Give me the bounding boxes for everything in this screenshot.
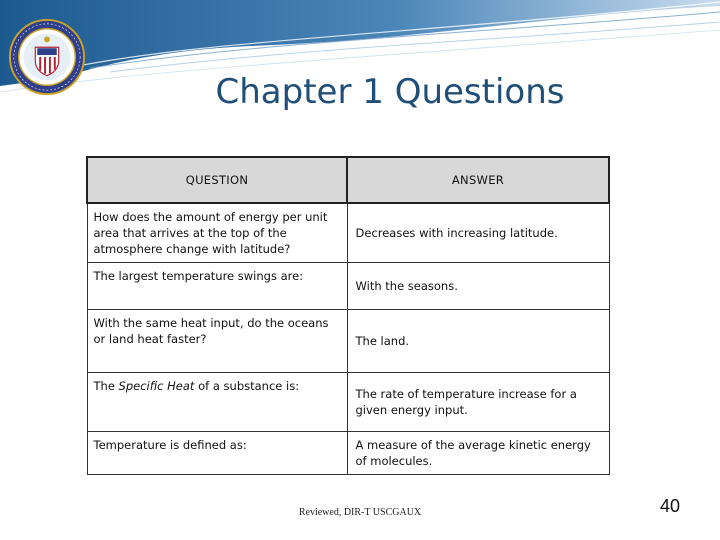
column-header-answer: ANSWER	[347, 157, 609, 203]
slide-title: Chapter 1 Questions	[215, 72, 565, 112]
questions-table	[86, 156, 610, 475]
question-text-pre: The	[93, 379, 119, 393]
answer-cell: With the seasons.	[347, 263, 609, 310]
table-row	[87, 373, 609, 432]
question-text-emphasis: Specific Heat	[118, 379, 195, 393]
page-number: 40	[659, 496, 681, 516]
question-cell: How does the amount of energy per unit area that arrives at the top of the atmosphere change with latitude?	[87, 203, 347, 263]
answer-cell: The land.	[347, 310, 609, 373]
table-row	[87, 263, 609, 310]
column-header-question: QUESTION	[87, 157, 347, 203]
answer-cell: The rate of temperature increase for a given energy input.	[347, 373, 609, 432]
question-cell: Temperature is defined as:	[87, 432, 347, 475]
question-cell	[87, 373, 347, 432]
table-row	[87, 203, 609, 263]
question-text-post: of a substance is:	[194, 379, 300, 393]
question-cell: The largest temperature swings are:	[87, 263, 347, 310]
table-header-row	[87, 157, 609, 203]
answer-cell: Decreases with increasing latitude.	[347, 203, 609, 263]
uscg-auxiliary-seal-icon	[8, 18, 86, 96]
question-cell: With the same heat input, do the oceans or land heat faster?	[87, 310, 347, 373]
answer-cell: A measure of the average kinetic energy of molecules.	[347, 432, 609, 475]
table-row	[87, 310, 609, 373]
slide-footer: Reviewed, DIR-T USCGAUX	[298, 507, 422, 518]
table-row	[87, 432, 609, 475]
